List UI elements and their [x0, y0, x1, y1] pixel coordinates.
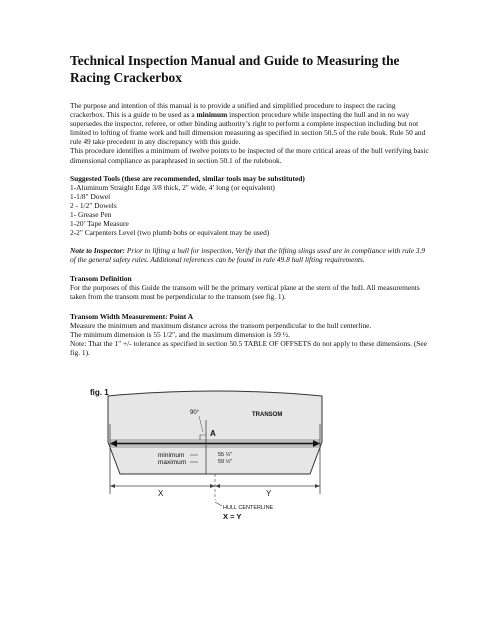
x-label: X	[158, 489, 164, 498]
intro-paragraph-2: This procedure identifies a minimum of twelve points to be inspected of the more critical areas of the hull verifying basic dimensional compliance as paraphrased in section 50.1 of the rulebook.	[70, 146, 429, 165]
transom-definition-text: For the purposes of this Guide the transom will be the primary vertical plane at the stern of the hull. All measurements taken from the transom must be perpendicular to the transom (see fig. 1).	[70, 282, 420, 301]
figure-1	[70, 382, 350, 532]
transom-width-line: Measure the minimum and maximum distance across the transom perpendicular to the hull centerline.	[70, 320, 372, 330]
inspector-note	[70, 246, 430, 264]
angle-label: 90°	[190, 410, 200, 416]
tools-list	[70, 183, 430, 238]
centerline-label: HULL CENTERLINE	[223, 505, 274, 511]
equation-label: X = Y	[223, 512, 242, 521]
transom-definition-heading: Transom Definition	[70, 273, 132, 283]
tools-list-item: 2 - 1/2" Dowels	[70, 200, 117, 210]
maximum-value: 59 ½"	[218, 459, 233, 465]
inspector-note-label: Note to Inspector:	[70, 246, 126, 256]
transom-diagram	[70, 382, 350, 532]
transom-width-heading: Transom Width Measurement: Point A	[70, 311, 194, 321]
document-title: Technical Inspection Manual and Guide to Measuring the Racing Crackerbox	[70, 53, 400, 85]
point-a-label: A	[210, 429, 216, 438]
minimum-value: 55 ½"	[218, 452, 233, 458]
intro-emphasis: minimum	[196, 110, 228, 120]
tools-list-item: 1-20’ Tape Measure	[70, 219, 129, 229]
transom-label: TRANSOM	[252, 412, 283, 418]
tools-list-item: 1-Aluminum Straight Edge 3/8 thick, 2" wide, 4’ long (or equivalent)	[70, 182, 275, 192]
figure-label: fig. 1	[90, 388, 109, 397]
tools-list-item: 1- Grease Pen	[70, 210, 112, 220]
transom-width-line: The minimum dimension is 55 1/2", and the maximum dimension is 59 ½.	[70, 329, 291, 339]
tools-list-item: 2-2" Carpenters Level (two plumb bobs or equivalent may be used)	[70, 228, 270, 238]
document-body	[70, 52, 430, 357]
transom-width-line: Note: That the 1" +/- tolerance as specified in section 50.5 TABLE OF OFFSETS do not apply to these dimensions. (See fig. 1).	[70, 339, 427, 358]
tools-list-item: 1-1/8" Dowel	[70, 191, 111, 201]
minimum-label: minimum	[158, 452, 185, 459]
y-label: Y	[266, 489, 272, 498]
inspector-note-text: Prior to lifting a hull for inspection, Verify that the lifting slings used are in compliance with rule 3.9 of the general safety rules. Additional references can be found in rule 49.8 hull lifting requirements.	[70, 246, 426, 265]
intro-text-a: The purpose and intention of this manual is to provide a unified and simplified procedure to inspect the racing crackerbox. This is a guide to be used as a	[70, 101, 396, 120]
intro-paragraph	[70, 101, 430, 146]
tools-heading: Suggested Tools (these are recommended, similar tools may be substituted)	[70, 173, 305, 183]
maximum-label: maximum	[158, 459, 187, 466]
intro-text-b: inspection procedure while inspecting the hull and in no way supersedes the inspector, referee, or other binding authority’s right to perform a complete inspection including but not limited to lofting of frame work and hull dimension measuring as specified in section 50.5 of the rule book. Rule 50 and rule 49 take precedent in any discrepancy with this guide.	[70, 110, 426, 147]
